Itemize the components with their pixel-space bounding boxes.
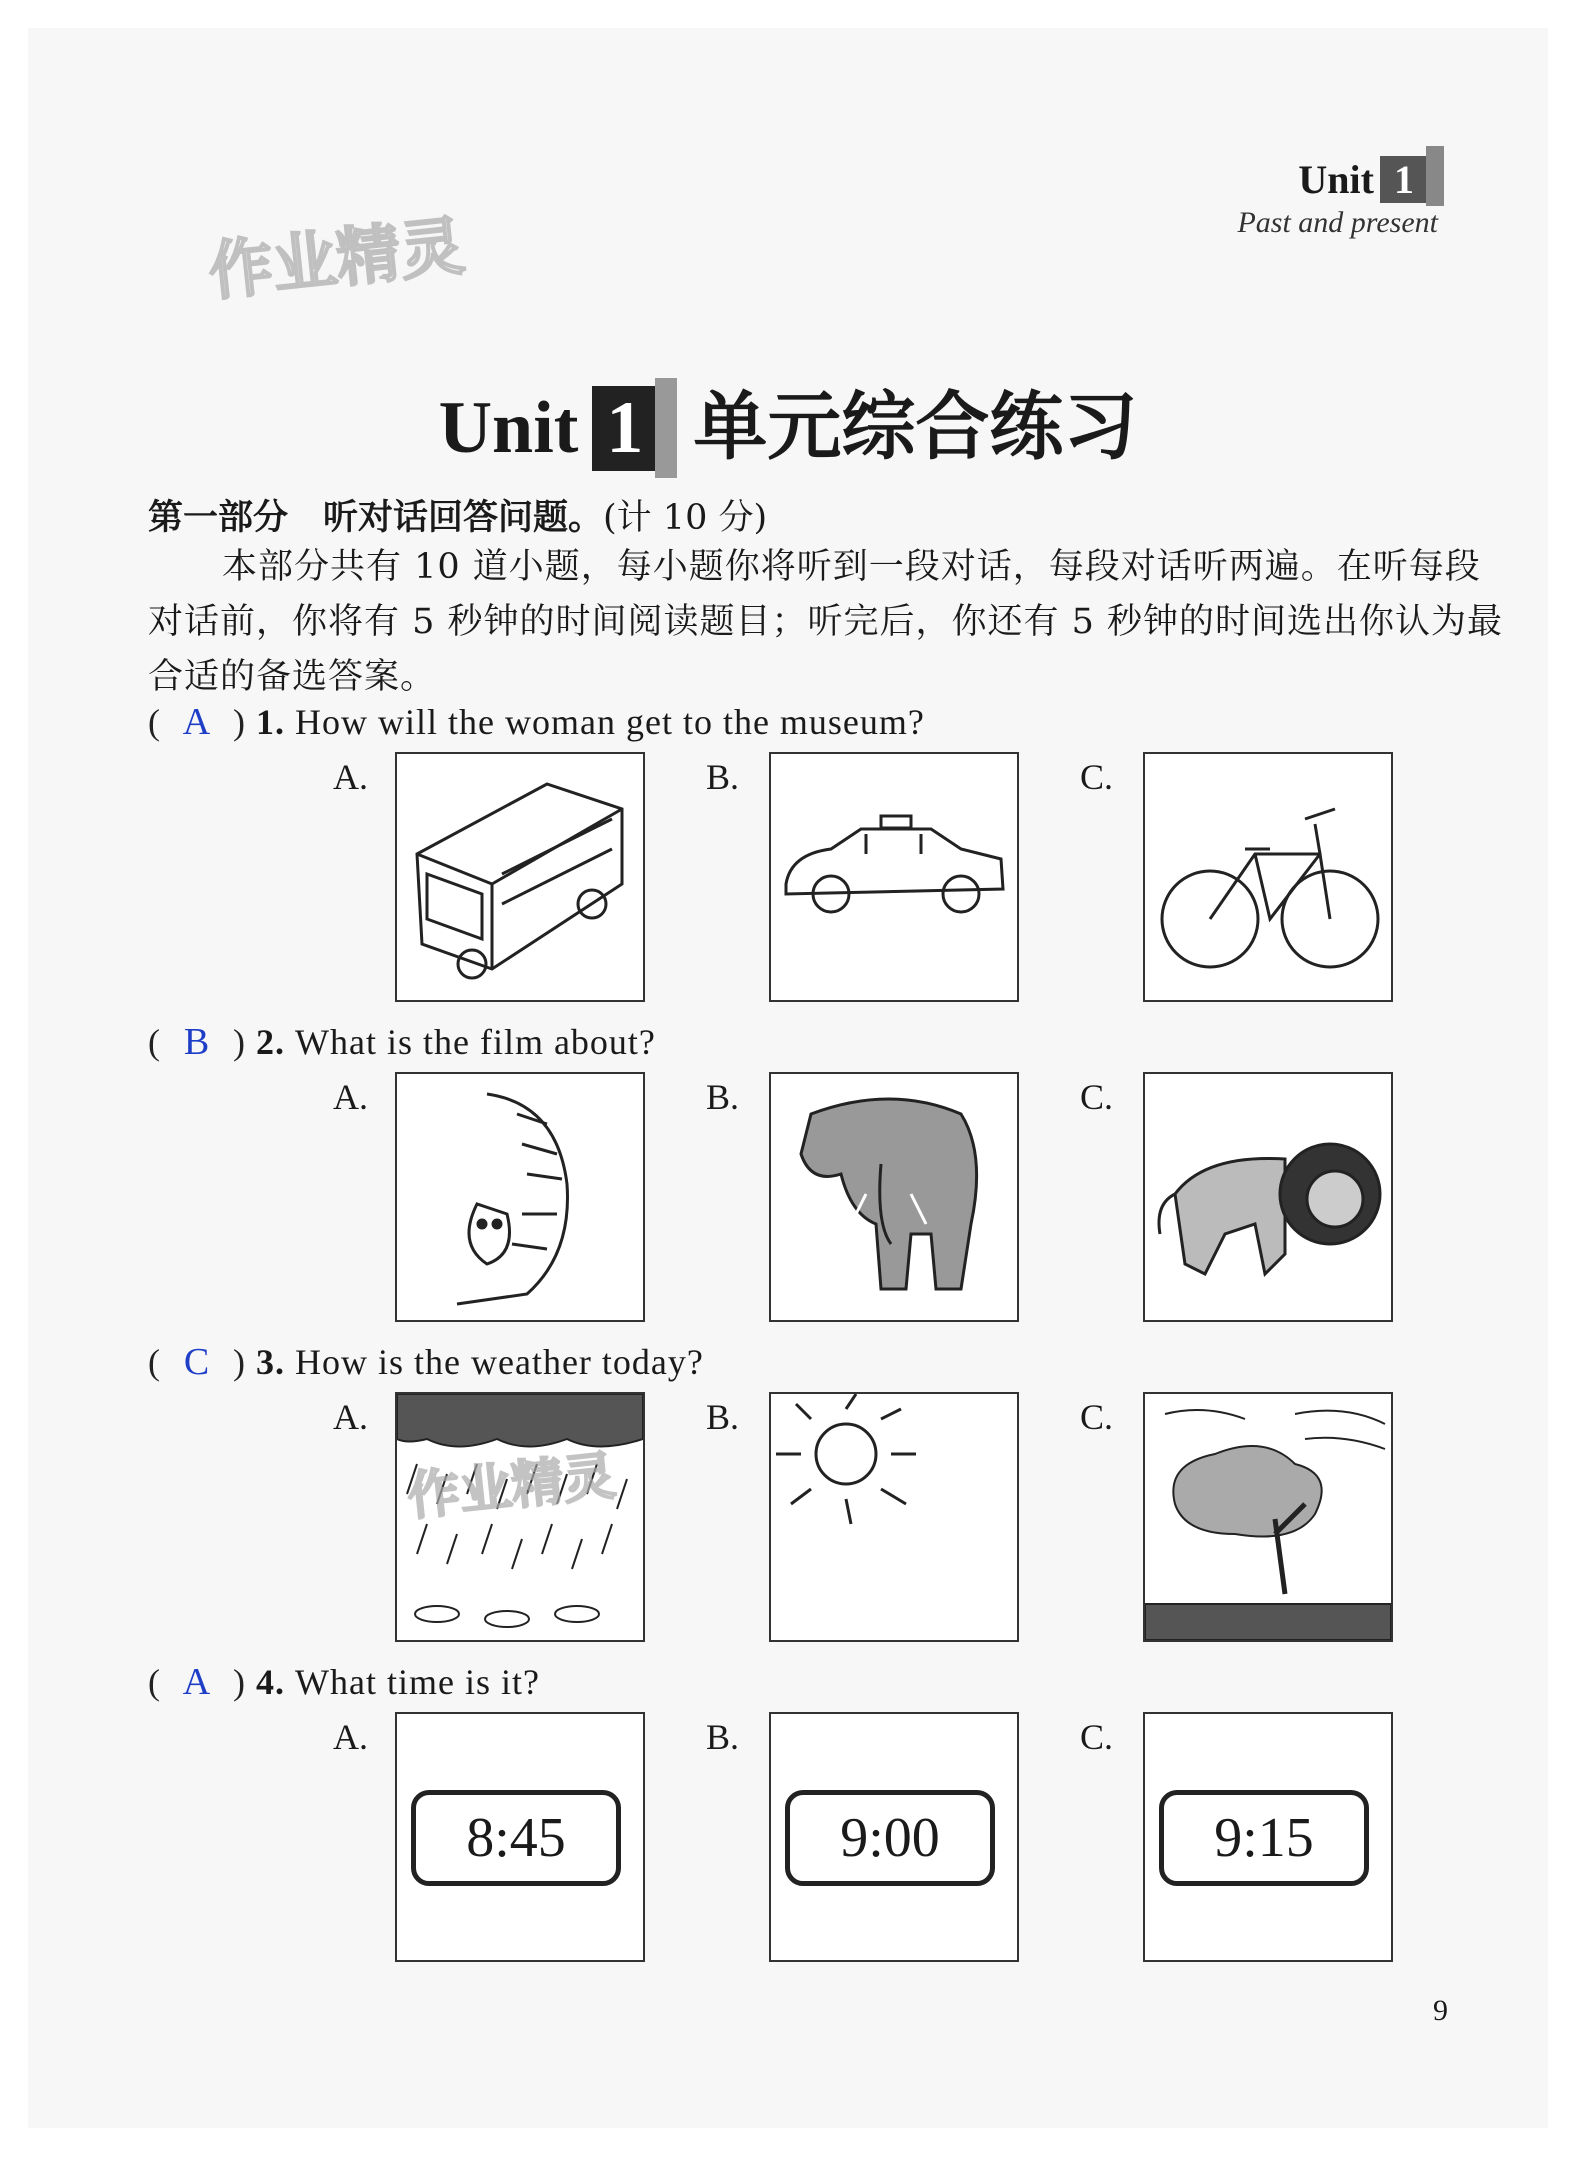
clock-box-a [395, 1712, 645, 1962]
header-unit-number: 1 [1380, 156, 1428, 203]
option-label-4c: C. [1080, 1717, 1114, 1757]
answer-1: A [182, 701, 212, 743]
bus-icon [395, 752, 645, 1002]
question-1: ( A ) 1. How will the woman get to the museum? [148, 701, 925, 743]
bicycle-icon [1143, 752, 1393, 1002]
option-label-2c: C. [1080, 1077, 1114, 1117]
wind-icon [1143, 1392, 1393, 1642]
page-title [28, 368, 1548, 474]
question-number-3: 3. [256, 1342, 285, 1382]
question-number-2: 2. [256, 1022, 285, 1062]
lion-icon [1143, 1072, 1393, 1322]
question-number-4: 4. [256, 1662, 285, 1702]
watermark-top: 作业精灵 [205, 209, 468, 311]
answer-3: C [183, 1341, 211, 1383]
sun-icon [769, 1392, 1019, 1642]
clock-box-b [769, 1712, 1019, 1962]
title-unit-number: 1 [592, 386, 657, 471]
header-subtitle: Past and present [1237, 206, 1438, 239]
answer-2: B [183, 1021, 211, 1063]
digital-clock-a: 8:45 [411, 1790, 621, 1886]
taxi-icon [769, 752, 1019, 1002]
header-unit-word: Unit [1298, 157, 1374, 202]
question-text-1: How will the woman get to the museum? [295, 702, 925, 742]
title-unit-word: Unit [438, 387, 579, 469]
option-label-4a: A. [333, 1717, 368, 1757]
option-label-1c: C. [1080, 757, 1114, 797]
option-label-1a: A. [333, 757, 368, 797]
question-text-3: How is the weather today? [295, 1342, 704, 1382]
option-label-1b: B. [706, 757, 740, 797]
question-text-2: What is the film about? [295, 1022, 656, 1062]
question-3: ( C ) 3. How is the weather today? [148, 1341, 704, 1383]
page-number: 9 [1433, 1994, 1448, 2027]
question-2: ( B ) 2. What is the film about? [148, 1021, 656, 1063]
option-label-2a: A. [333, 1077, 368, 1117]
section-heading-text: 第一部分 听对话回答问题。 [148, 498, 604, 538]
page [28, 28, 1548, 2128]
option-label-3b: B. [706, 1397, 740, 1437]
tiger-icon [395, 1072, 645, 1322]
question-4: ( A ) 4. What time is it? [148, 1661, 540, 1703]
digital-clock-b: 9:00 [785, 1790, 995, 1886]
title-text: 单元综合练习 [693, 387, 1138, 469]
section-heading [148, 490, 767, 540]
option-label-2b: B. [706, 1077, 740, 1117]
clock-box-c [1143, 1712, 1393, 1962]
answer-4: A [182, 1661, 212, 1703]
option-label-3a: A. [333, 1397, 368, 1437]
elephant-icon [769, 1072, 1019, 1322]
question-text-4: What time is it? [295, 1662, 540, 1702]
instructions: 本部分共有 10 道小题，每小题你将听到一段对话，每段对话听两遍。在听每段对话前，你将有 5 秒钟的时间阅读题目；听完后，你还有 5 秒钟的时间选出你认为最合适的备选答案。 [148, 547, 1504, 697]
header-unit [1298, 156, 1428, 203]
option-label-3c: C. [1080, 1397, 1114, 1437]
digital-clock-c: 9:15 [1159, 1790, 1369, 1886]
watermark-rain: 作业精灵 [405, 1446, 619, 1528]
section-score: (计 10 分) [603, 498, 768, 538]
option-label-4b: B. [706, 1717, 740, 1757]
rain-icon [395, 1392, 645, 1642]
question-number-1: 1. [256, 702, 285, 742]
